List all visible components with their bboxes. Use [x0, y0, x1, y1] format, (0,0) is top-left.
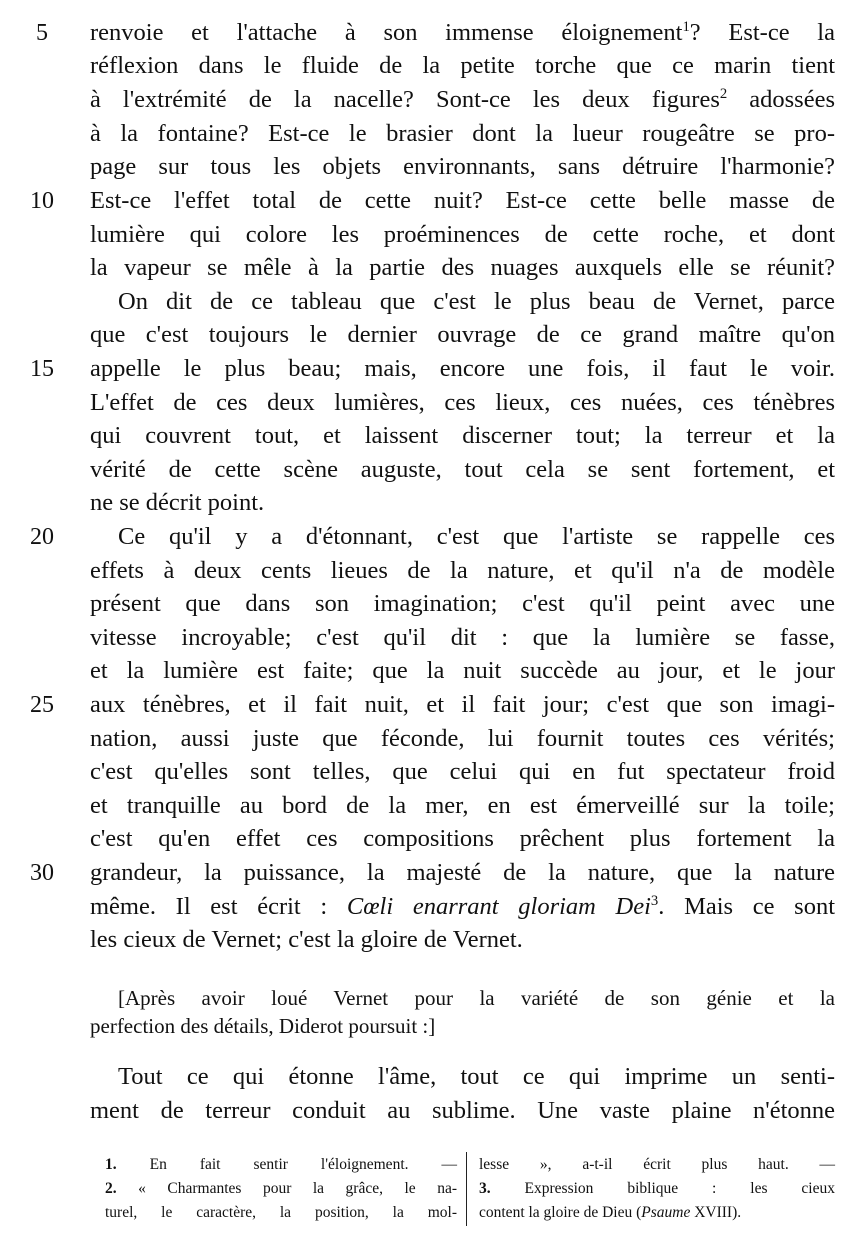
footnote-line: turel, le caractère, la position, la mol-	[105, 1204, 457, 1221]
text-line: L'effet de ces deux lumières, ces lieux, ces nuées, ces ténèbres	[90, 389, 835, 416]
footnote-ref: 1	[682, 18, 690, 35]
text-line: et la lumière est faite; que la nuit succède au jour, et le jour	[90, 657, 835, 684]
text-line: réflexion dans le fluide de la petite torche que ce marin tient	[90, 52, 835, 79]
line-number: 15	[30, 356, 54, 382]
line-number: 20	[30, 524, 54, 550]
text-line: aux ténèbres, et il fait nuit, et il fait jour; c'est que son imagi-	[90, 691, 835, 718]
footnote-ref: 3	[650, 892, 659, 909]
footnotes-left	[105, 1153, 457, 1225]
text-line: effets à deux cents lieues de la nature, et qu'il n'a de modèle	[90, 557, 835, 584]
editorial-note-line: perfection des détails, Diderot poursuit :]	[90, 1014, 436, 1038]
text-line: présent que dans son imagination; c'est qu'il peint avec une	[90, 590, 835, 617]
editorial-note-line: [Après avoir loué Vernet pour la variété de son génie et la	[118, 986, 835, 1010]
footnote-line: 3. Expression biblique : les cieux	[479, 1180, 835, 1197]
text-line: On dit de ce tableau que c'est le plus beau de Vernet, parce	[118, 288, 835, 315]
text-line: renvoie et l'attache à son immense éloignement$^1$? Est-ce la	[90, 18, 835, 46]
text-line: lumière qui colore les proéminences de cette roche, et dont	[90, 221, 835, 248]
text-line: vérité de cette scène auguste, tout cela se sent fortement, et	[90, 456, 835, 483]
footnotes-right	[479, 1153, 835, 1225]
text-line: Ce qu'il y a d'étonnant, c'est que l'artiste se rappelle ces	[118, 523, 835, 550]
line-number: 30	[30, 860, 54, 886]
footnote-line: 1. En fait sentir l'éloignement. —	[105, 1156, 457, 1173]
text-line: Tout ce qui étonne l'âme, tout ce qui imprime un senti-	[118, 1063, 835, 1090]
text-line: que c'est toujours le dernier ouvrage de ce grand maître qu'on	[90, 321, 835, 348]
latin-quote: Cœli enarrant gloriam Dei	[346, 893, 651, 920]
text-line: ment de terreur conduit au sublime. Une vaste plaine n'étonne	[90, 1097, 835, 1124]
line-number: 5	[36, 20, 48, 46]
text-line: Est-ce l'effet total de cette nuit? Est-ce cette belle masse de	[90, 187, 835, 214]
text-line: appelle le plus beau; mais, encore une fois, il faut le voir.	[90, 355, 835, 382]
footnote-line: content la gloire de Dieu (Psaume XVIII).	[479, 1204, 742, 1221]
text-line: c'est qu'elles sont telles, que celui qui en fut spectateur froid	[90, 758, 835, 785]
line-number: 25	[30, 692, 54, 718]
text-line: même. Il est écrit : Cœli enarrant gloriam Dei$^3$. Mais ce sont	[90, 892, 836, 920]
text-line: vitesse incroyable; c'est qu'il dit : que la lumière se fasse,	[90, 624, 835, 651]
text-line: page sur tous les objets environnants, sans détruire l'harmonie?	[90, 153, 835, 180]
text-line: et tranquille au bord de la mer, en est émerveillé sur la toile;	[90, 792, 835, 819]
text-line: ne se décrit point.	[90, 489, 265, 516]
text-line: la vapeur se mêle à la partie des nuages auxquels elle se réunit?	[90, 254, 835, 281]
text-line: grandeur, la puissance, la majesté de la nature, que la nature	[90, 859, 835, 886]
text-line: nation, aussi juste que féconde, lui fournit toutes ces vérités;	[90, 725, 835, 752]
text-line: à l'extrémité de la nacelle? Sont-ce les deux figures$^2$ adossées	[90, 85, 835, 113]
text-line: c'est qu'en effet ces compositions prêchent plus fortement la	[90, 825, 835, 852]
footnote-ref: 2	[719, 85, 728, 102]
footnote-divider	[466, 1152, 467, 1226]
text-line: les cieux de Vernet; c'est la gloire de Vernet.	[90, 926, 523, 953]
line-number: 10	[30, 188, 54, 214]
footnote-line: lesse », a-t-il écrit plus haut. —	[479, 1156, 835, 1173]
footnote-line: 2. « Charmantes pour la grâce, le na-	[105, 1180, 457, 1197]
text-line: qui couvrent tout, et laissent discerner tout; la terreur et la	[90, 422, 835, 449]
text-line: à la fontaine? Est-ce le brasier dont la lueur rougeâtre se pro-	[90, 120, 835, 147]
